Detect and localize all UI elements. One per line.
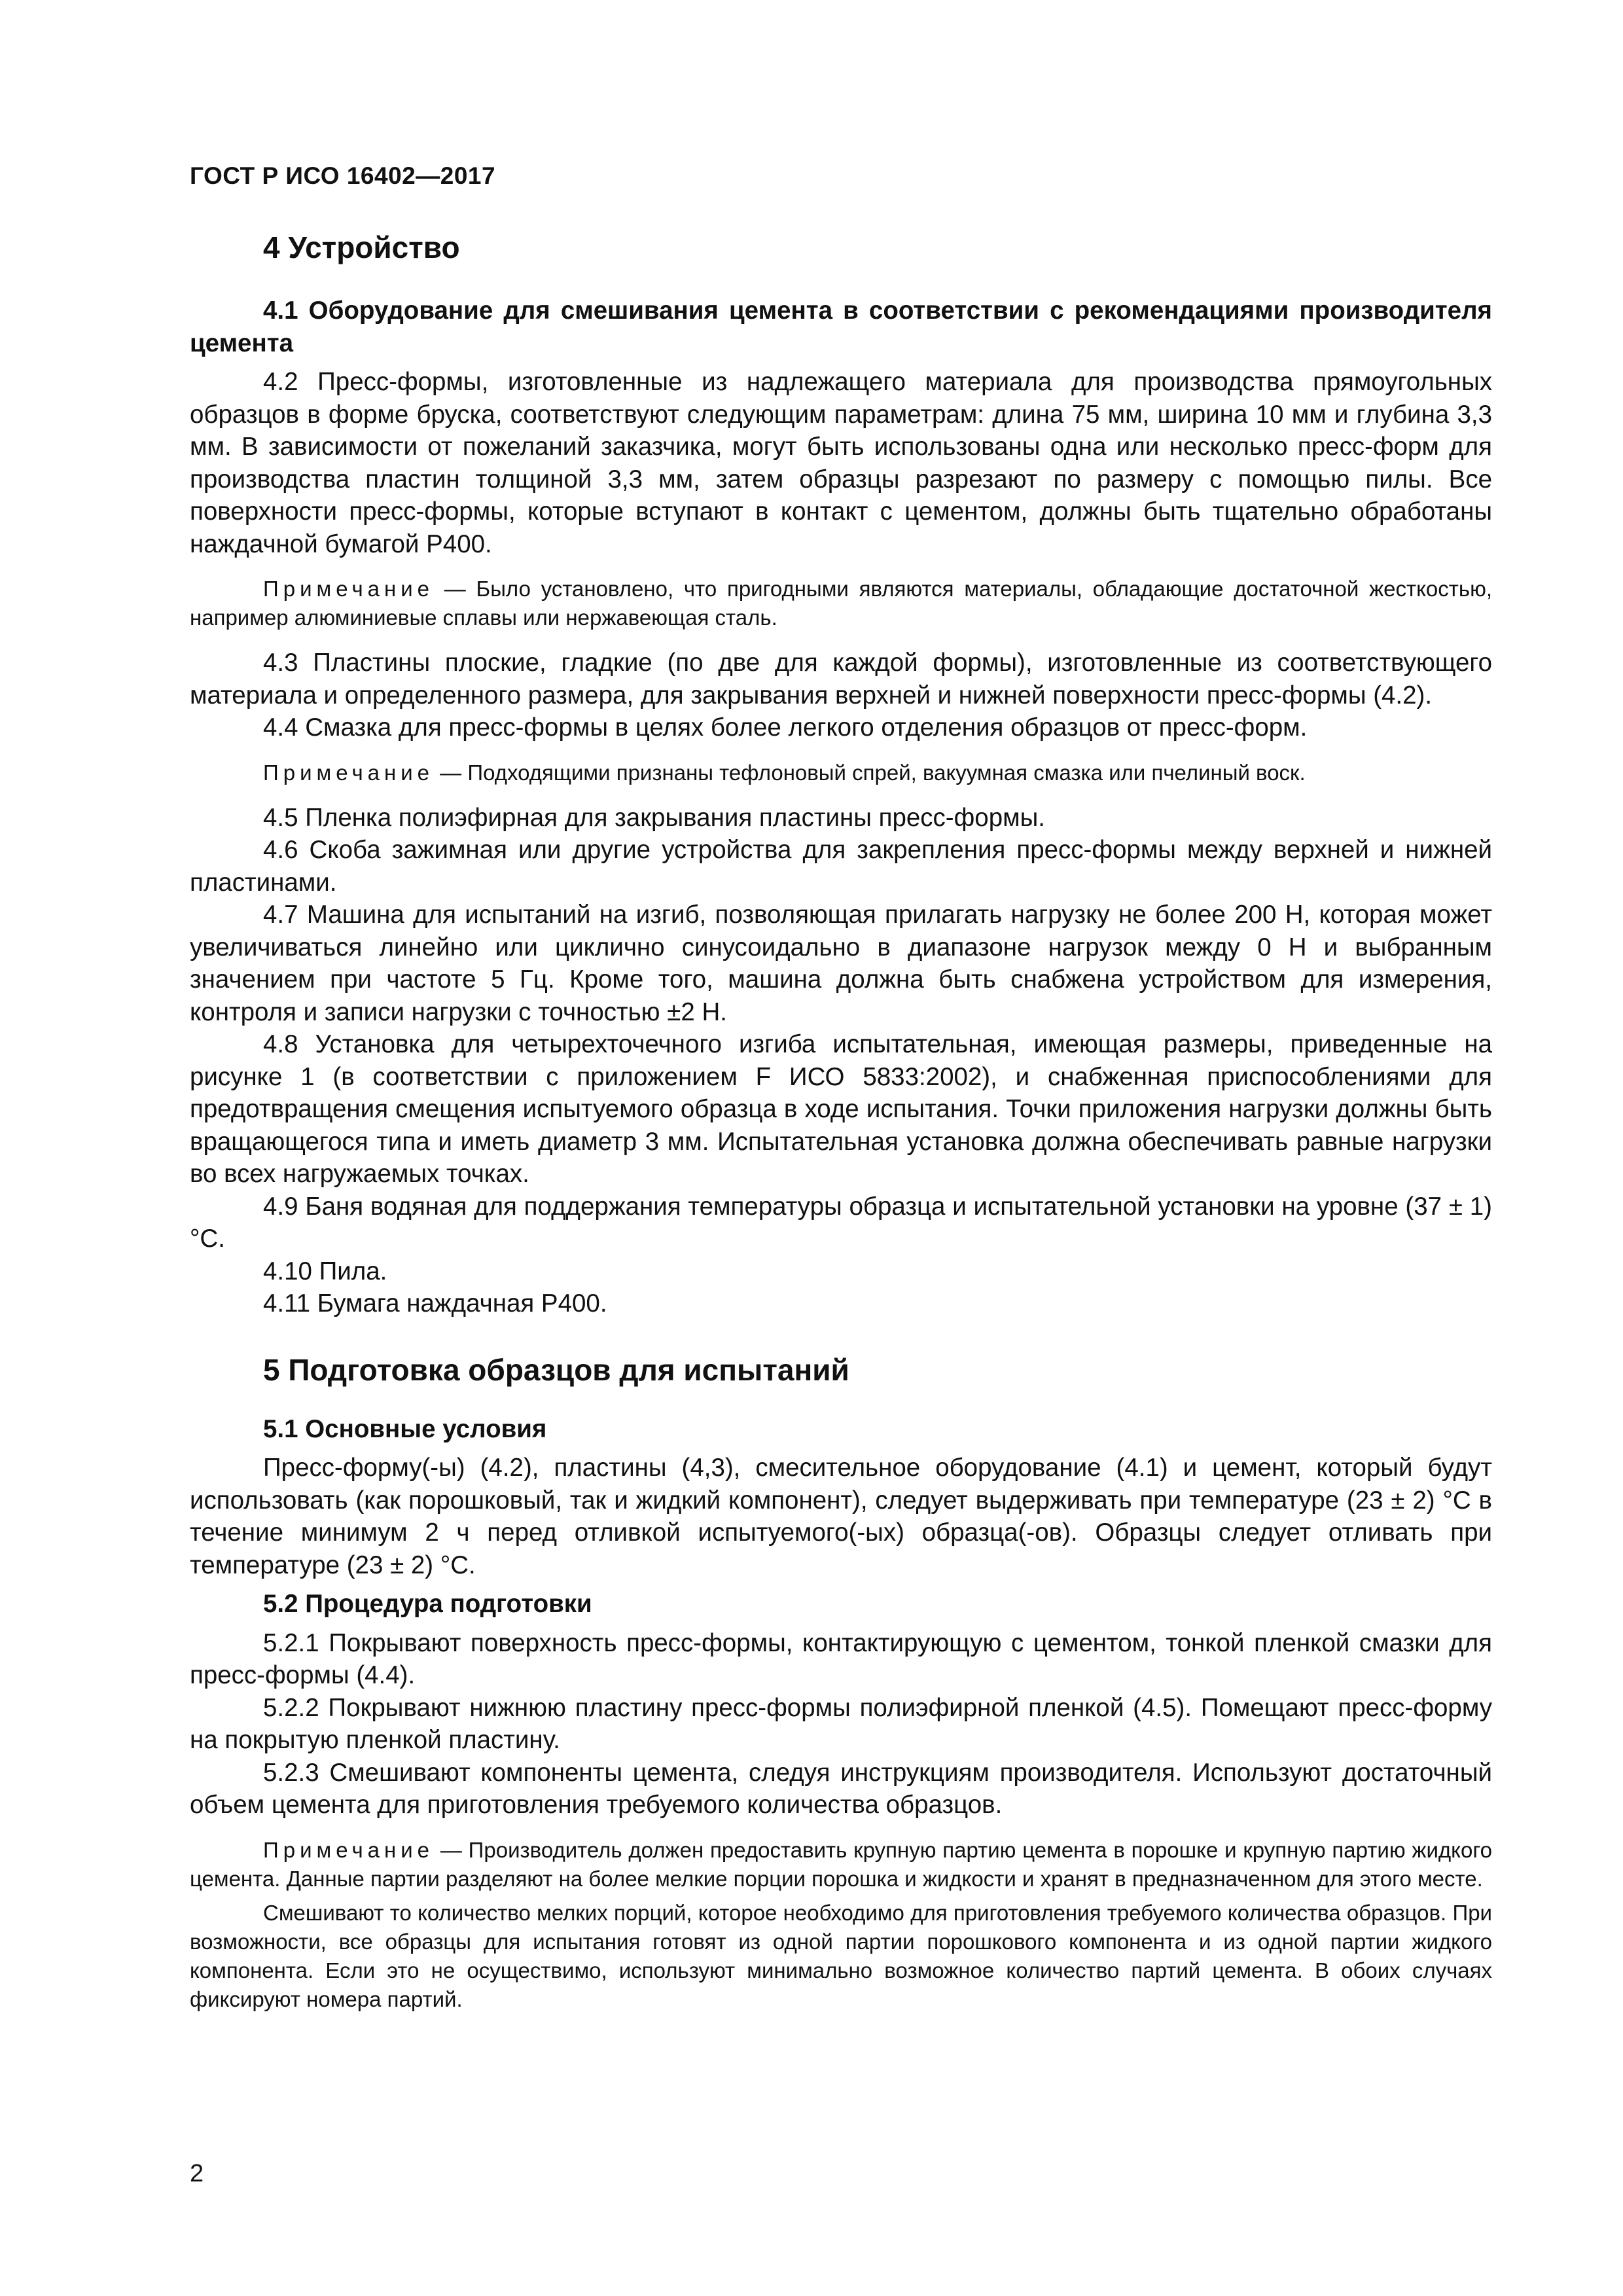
clause-5-1-title: 5.1 Основные условия: [263, 1414, 547, 1443]
note-3: [190, 1836, 1492, 1893]
clause-4-9: 4.9 Баня водяная для поддержания температуры образца и испытательной установки на уровне (37 ± 1) °С.: [190, 1192, 1492, 1253]
note-3-label: Примечание: [263, 1837, 435, 1862]
note-2-label: Примечание: [263, 760, 435, 785]
section-4-title: 4 Устройство: [263, 230, 460, 264]
note-1-label: Примечание: [263, 577, 435, 601]
page-content: [190, 223, 1492, 2014]
note-1: [190, 575, 1492, 632]
clause-5-2-title: 5.2 Процедура подготовки: [263, 1590, 592, 1618]
clause-5-2-3: 5.2.3 Смешивают компоненты цемента, следуя инструкциям производителя. Используют достаточный объем цемента для приготовления требуемого количества образцов.: [190, 1758, 1492, 1819]
clause-5-2-1: 5.2.1 Покрывают поверхность пресс-формы, контактирующую с цементом, тонкой пленкой смазки для пресс-формы (4.4).: [190, 1628, 1492, 1689]
clause-5-2-2: 5.2.2 Покрывают нижнюю пластину пресс-формы полиэфирной пленкой (4.5). Помещают пресс-форму на покрытую пленкой пластину.: [190, 1693, 1492, 1754]
clause-4-6: 4.6 Скоба зажимная или другие устройства для закрепления пресс-формы между верхней и нижней пластинами.: [190, 836, 1492, 897]
clause-5-1-text: Пресс-форму(-ы) (4.2), пластины (4,3), смесительное оборудование (4.1) и цемент, который будут использовать (как порошковый, так и жидкий компонент), следует выдерживать при температуре (23 ± 2) °С в течение минимум 2 ч перед отливкой испытуемого(-ых) образца(-ов). Образцы следует отливать при температуре (23 ± 2) °С.: [190, 1454, 1492, 1579]
note-3-continuation: Смешивают то количество мелких порций, которое необходимо для приготовления требуемого количества образцов. При возможности, все образцы для испытания готовят из одной партии порошкового компонента и из одной партии жидкого компонента. Если это не осуществимо, используют минимально возможное количество партий цемента. В обоих случаях фиксируют номера партий.: [190, 1900, 1492, 2011]
clause-4-7: 4.7 Машина для испытаний на изгиб, позволяющая прилагать нагрузку не более 200 Н, которая может увеличиваться линейно или циклично синусоидально в диапазоне нагрузок между 0 Н и выбранным значением при частоте 5 Гц. Кроме того, машина должна быть снабжена устройством для измерения, контроля и записи нагрузки с точностью ±2 Н.: [190, 901, 1492, 1026]
clause-4-11: 4.11 Бумага наждачная Р400.: [263, 1289, 607, 1318]
note-2-text: — Подходящими признаны тефлоновый спрей, вакуумная смазка или пчелиный воск.: [434, 760, 1306, 785]
section-5-title: 5 Подготовка образцов для испытаний: [263, 1352, 849, 1387]
note-1-text: — Было установлено, что пригодными являются материалы, обладающие достаточной жесткостью, например алюминиевые сплавы или нержавеющая сталь.: [190, 577, 1492, 630]
document-header: ГОСТ Р ИСО 16402—2017: [190, 162, 496, 189]
clause-4-2: 4.2 Пресс-формы, изготовленные из надлежащего материала для производства прямоугольных образцов в форме бруска, соответствуют следующим параметрам: длина 75 мм, ширина 10 мм и глубина 3,3 мм. В зависимости от пожеланий заказчика, могут быть использованы одна или несколько пресс-форм для производства пластин толщиной 3,3 мм, затем образцы разрезают по размеру с помощью пилы. Все поверхности пресс-формы, которые вступают в контакт с цементом, должны быть тщательно обработаны наждачной бумагой Р400.: [190, 368, 1492, 558]
clause-4-3: 4.3 Пластины плоские, гладкие (по две для каждой формы), изготовленные из соответствующего материала и определенного размера, для закрывания верхней и нижней поверхности пресс-формы (4.2).: [190, 649, 1492, 709]
clause-4-1: 4.1 Оборудование для смешивания цемента в соответствии с рекомендациями производителя цемента: [190, 296, 1492, 357]
clause-4-8: 4.8 Установка для четырехточечного изгиба испытательная, имеющая размеры, приведенные на рисунке 1 (в соответствии с приложением F ИСО 5833:2002), и снабженная приспособлениями для предотвращения смещения испытуемого образца в ходе испытания. Точки приложения нагрузки должны быть вращающегося типа и иметь диаметр 3 мм. Испытательная установка должна обеспечивать равные нагрузки во всех нагружаемых точках.: [190, 1030, 1492, 1188]
note-2: [190, 759, 1492, 787]
note-3-text: — Производитель должен предоставить крупную партию цемента в порошке и крупную партию жидкого цемента. Данные партии разделяют на более мелкие порции порошка и жидкости и хранят в предназначенном для этого месте.: [190, 1837, 1492, 1891]
clause-4-10: 4.10 Пила.: [263, 1257, 387, 1285]
clause-4-4: 4.4 Смазка для пресс-формы в целях более легкого отделения образцов от пресс-форм.: [263, 713, 1308, 742]
clause-4-5: 4.5 Пленка полиэфирная для закрывания пластины пресс-формы.: [263, 803, 1045, 832]
page-number: 2: [190, 2160, 204, 2187]
